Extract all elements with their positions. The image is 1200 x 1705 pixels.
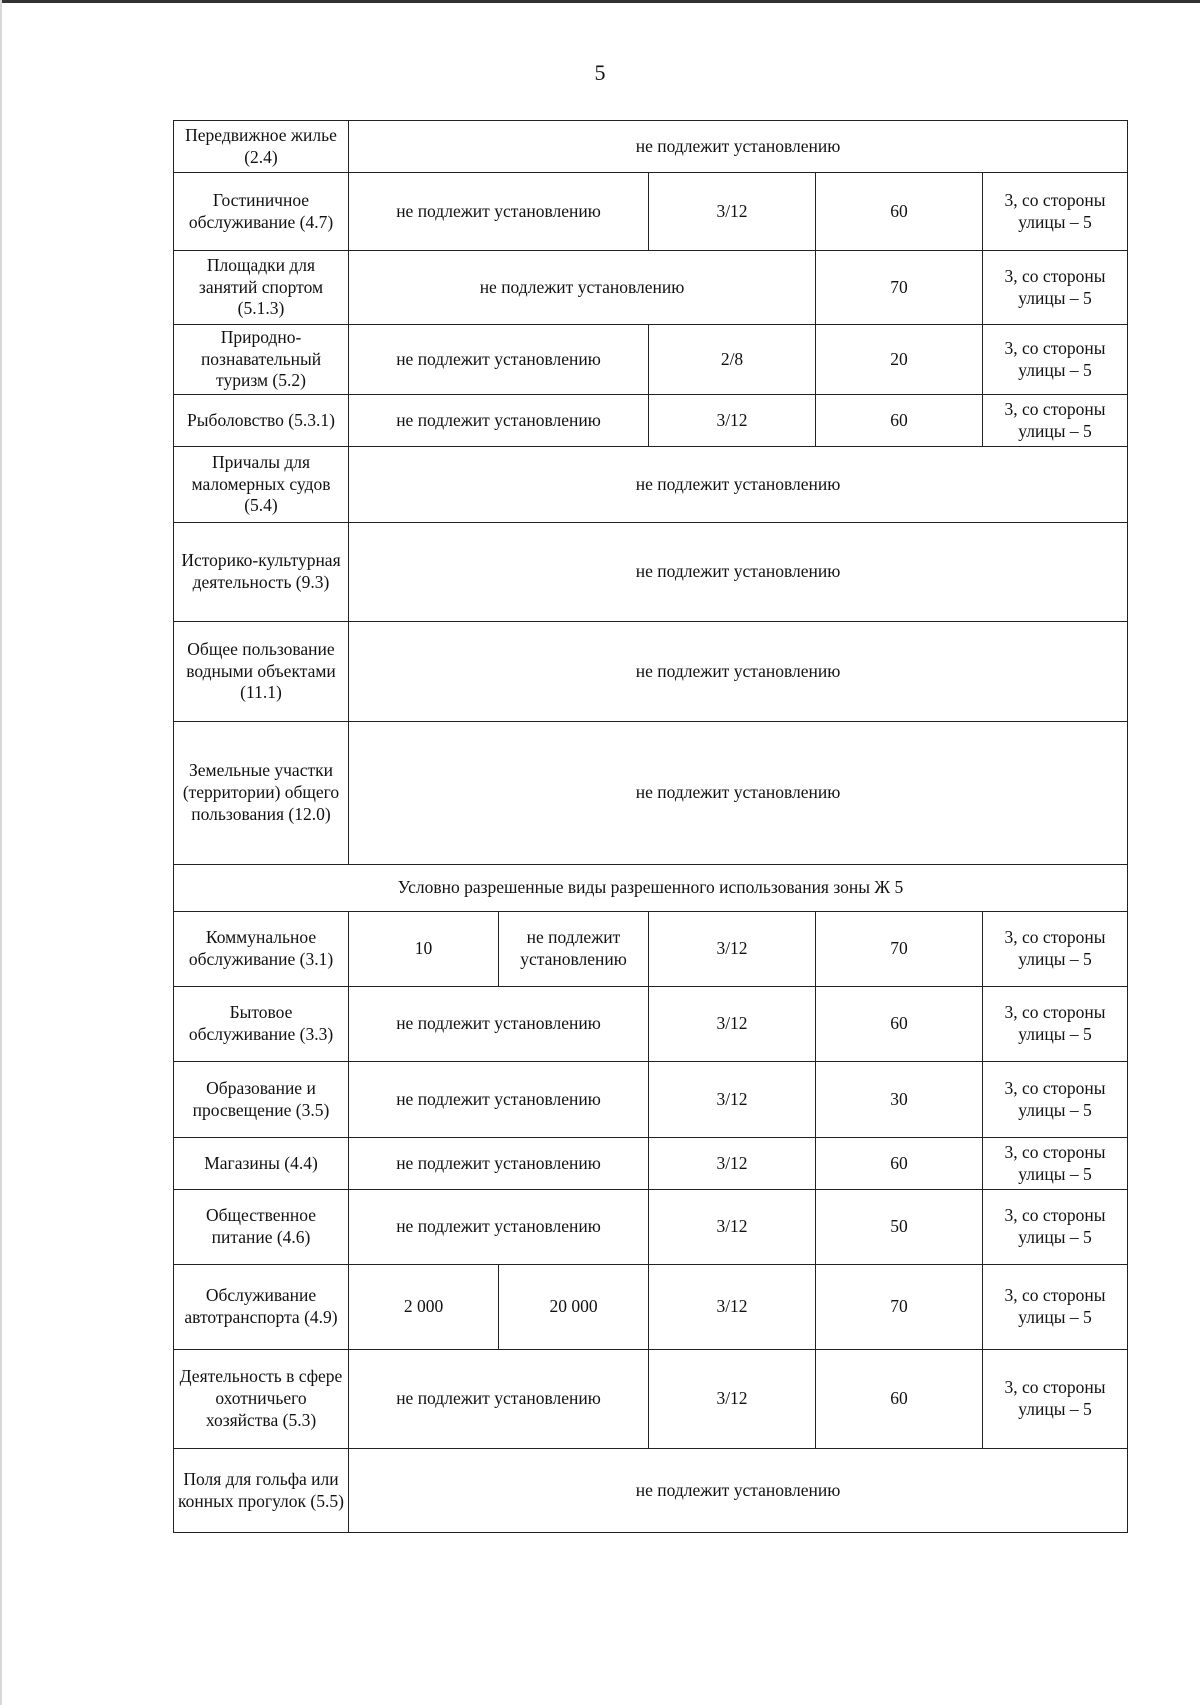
use-type-cell: Обслуживание автотранспорта (4.9) xyxy=(174,1265,349,1350)
table-row xyxy=(174,1062,1128,1138)
area-cell: не подлежит установлению xyxy=(349,1138,649,1190)
land-use-table xyxy=(173,120,1128,1533)
table-row xyxy=(174,987,1128,1062)
merged-value-cell: не подлежит установлению xyxy=(349,523,1128,622)
coverage-percent-cell: 60 xyxy=(816,395,983,447)
coverage-percent-cell: 30 xyxy=(816,1062,983,1138)
floors-height-cell: 2/8 xyxy=(649,325,816,395)
table-row xyxy=(174,1350,1128,1449)
floors-height-cell: 3/12 xyxy=(649,173,816,251)
table-row xyxy=(174,251,1128,325)
min-area-cell: 2 000 xyxy=(349,1265,499,1350)
floors-height-cell: 3/12 xyxy=(649,912,816,987)
area-cell: не подлежит установлению xyxy=(349,173,649,251)
setback-cell: 3, со стороны улицы – 5 xyxy=(983,1062,1128,1138)
scan-top-edge xyxy=(0,0,1200,3)
page-number: 5 xyxy=(594,60,606,85)
table-row xyxy=(174,1190,1128,1265)
section-title: Условно разрешенные виды разрешенного использования зоны Ж 5 xyxy=(174,865,1128,912)
merged-value-cell: не подлежит установлению xyxy=(349,447,1128,523)
table-row xyxy=(174,1449,1128,1533)
table-row xyxy=(174,912,1128,987)
table-row xyxy=(174,523,1128,622)
coverage-percent-cell: 60 xyxy=(816,173,983,251)
floors-height-cell: 3/12 xyxy=(649,987,816,1062)
area-cell: не подлежит установлению xyxy=(349,1190,649,1265)
merged-value-cell: не подлежит установлению xyxy=(349,121,1128,173)
setback-cell: 3, со стороны улицы – 5 xyxy=(983,251,1128,325)
table-row xyxy=(174,395,1128,447)
area-cell: не подлежит установлению xyxy=(349,395,649,447)
merged-value-cell: не подлежит установлению xyxy=(349,622,1128,722)
use-type-cell: Историко-культурная деятельность (9.3) xyxy=(174,523,349,622)
coverage-percent-cell: 60 xyxy=(816,1350,983,1449)
use-type-cell: Причалы для маломерных судов (5.4) xyxy=(174,447,349,523)
merged-value-cell: не подлежит установлению xyxy=(349,1449,1128,1533)
setback-cell: 3, со стороны улицы – 5 xyxy=(983,987,1128,1062)
area-cell: не подлежит установлению xyxy=(349,325,649,395)
merged-value-cell: не подлежит установлению xyxy=(349,251,816,325)
setback-cell: 3, со стороны улицы – 5 xyxy=(983,395,1128,447)
use-type-cell: Природно-познавательный туризм (5.2) xyxy=(174,325,349,395)
coverage-percent-cell: 70 xyxy=(816,251,983,325)
use-type-cell: Образование и просвещение (3.5) xyxy=(174,1062,349,1138)
section-header-row xyxy=(174,865,1128,912)
use-type-cell: Передвижное жилье (2.4) xyxy=(174,121,349,173)
setback-cell: 3, со стороны улицы – 5 xyxy=(983,325,1128,395)
scan-left-edge xyxy=(0,0,2,1705)
table-row xyxy=(174,1265,1128,1350)
use-type-cell: Магазины (4.4) xyxy=(174,1138,349,1190)
table-row xyxy=(174,722,1128,865)
floors-height-cell: 3/12 xyxy=(649,1265,816,1350)
floors-height-cell: 3/12 xyxy=(649,395,816,447)
setback-cell: 3, со стороны улицы – 5 xyxy=(983,1190,1128,1265)
use-type-cell: Земельные участки (территории) общего пользования (12.0) xyxy=(174,722,349,865)
max-area-cell: 20 000 xyxy=(499,1265,649,1350)
use-type-cell: Площадки для занятий спортом (5.1.3) xyxy=(174,251,349,325)
use-type-cell: Общее пользование водными объектами (11.1) xyxy=(174,622,349,722)
use-type-cell: Общественное питание (4.6) xyxy=(174,1190,349,1265)
setback-cell: 3, со стороны улицы – 5 xyxy=(983,912,1128,987)
setback-cell: 3, со стороны улицы – 5 xyxy=(983,173,1128,251)
coverage-percent-cell: 70 xyxy=(816,1265,983,1350)
min-area-cell: 10 xyxy=(349,912,499,987)
coverage-percent-cell: 60 xyxy=(816,1138,983,1190)
floors-height-cell: 3/12 xyxy=(649,1190,816,1265)
use-type-cell: Деятельность в сфере охотничьего хозяйства (5.3) xyxy=(174,1350,349,1449)
use-type-cell: Рыболовство (5.3.1) xyxy=(174,395,349,447)
table-row xyxy=(174,447,1128,523)
merged-value-cell: не подлежит установлению xyxy=(349,722,1128,865)
coverage-percent-cell: 20 xyxy=(816,325,983,395)
area-cell: не подлежит установлению xyxy=(349,987,649,1062)
use-type-cell: Коммунальное обслуживание (3.1) xyxy=(174,912,349,987)
area-cell: не подлежит установлению xyxy=(349,1062,649,1138)
table-row xyxy=(174,121,1128,173)
coverage-percent-cell: 50 xyxy=(816,1190,983,1265)
floors-height-cell: 3/12 xyxy=(649,1350,816,1449)
setback-cell: 3, со стороны улицы – 5 xyxy=(983,1138,1128,1190)
area-cell: не подлежит установлению xyxy=(349,1350,649,1449)
floors-height-cell: 3/12 xyxy=(649,1138,816,1190)
coverage-percent-cell: 60 xyxy=(816,987,983,1062)
floors-height-cell: 3/12 xyxy=(649,1062,816,1138)
table-row xyxy=(174,622,1128,722)
use-type-cell: Поля для гольфа или конных прогулок (5.5) xyxy=(174,1449,349,1533)
coverage-percent-cell: 70 xyxy=(816,912,983,987)
setback-cell: 3, со стороны улицы – 5 xyxy=(983,1265,1128,1350)
table-row xyxy=(174,1138,1128,1190)
use-type-cell: Бытовое обслуживание (3.3) xyxy=(174,987,349,1062)
setback-cell: 3, со стороны улицы – 5 xyxy=(983,1350,1128,1449)
max-area-cell: не подлежит установлению xyxy=(499,912,649,987)
use-type-cell: Гостиничное обслуживание (4.7) xyxy=(174,173,349,251)
table-row xyxy=(174,173,1128,251)
table-row xyxy=(174,325,1128,395)
